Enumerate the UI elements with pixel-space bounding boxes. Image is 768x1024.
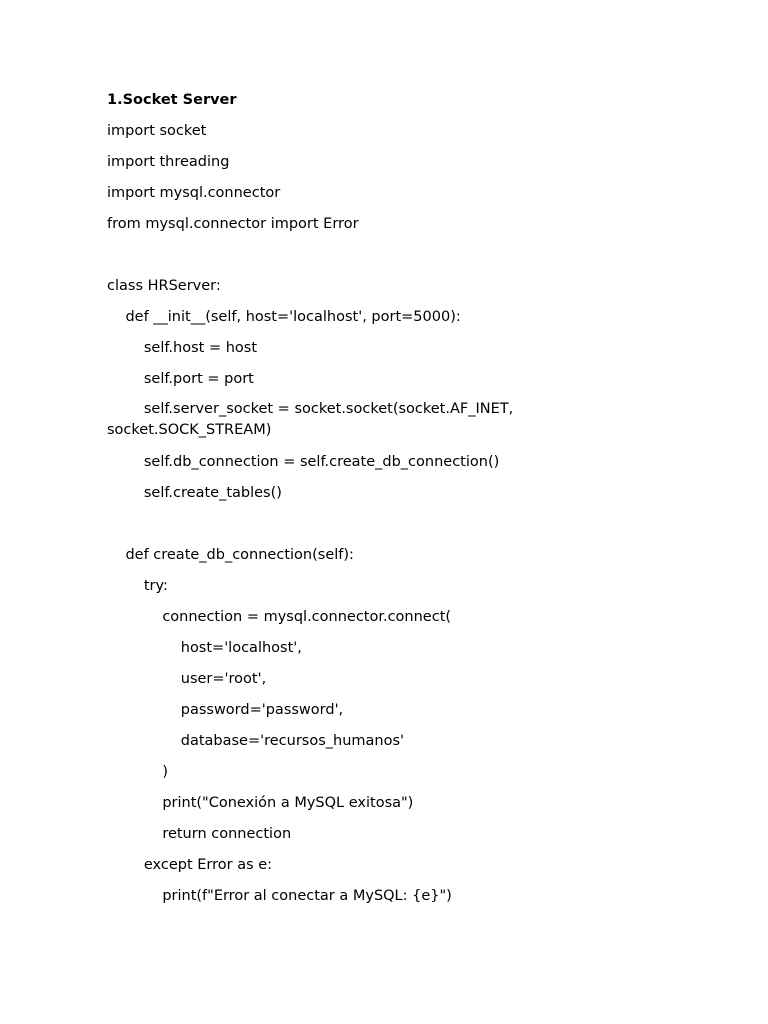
code-line-wrapped: self.server_socket = socket.socket(socket.AF_INET, socket.SOCK_STREAM): [107, 401, 518, 438]
document-body: [107, 89, 667, 916]
code-line: import socket: [107, 123, 207, 139]
code-line: self.db_connection = self.create_db_connection(): [107, 454, 500, 470]
code-line: print("Conexión a MySQL exitosa"): [107, 795, 414, 811]
code-line: def __init__(self, host='localhost', port=5000):: [107, 309, 461, 325]
code-line: self.create_tables(): [107, 485, 282, 501]
code-line: def create_db_connection(self):: [107, 547, 354, 563]
code-line: print(f"Error al conectar a MySQL: {e}"): [107, 888, 452, 904]
code-line: user='root',: [107, 671, 267, 687]
code-line: return connection: [107, 826, 292, 842]
section-heading: 1.Socket Server: [107, 92, 237, 108]
code-line: database='recursos_humanos': [107, 733, 405, 749]
blank-line: [107, 244, 667, 266]
code-line: try:: [107, 578, 168, 594]
code-line: host='localhost',: [107, 640, 302, 656]
code-line: import mysql.connector: [107, 185, 281, 201]
code-line: connection = mysql.connector.connect(: [107, 609, 452, 625]
code-line: import threading: [107, 154, 230, 170]
code-line: self.host = host: [107, 340, 258, 356]
code-line: from mysql.connector import Error: [107, 216, 359, 232]
code-line: password='password',: [107, 702, 344, 718]
code-line: except Error as e:: [107, 857, 273, 873]
code-line: class HRServer:: [107, 278, 221, 294]
blank-line: [107, 513, 667, 535]
code-line: self.port = port: [107, 371, 254, 387]
code-line: ): [107, 764, 168, 780]
